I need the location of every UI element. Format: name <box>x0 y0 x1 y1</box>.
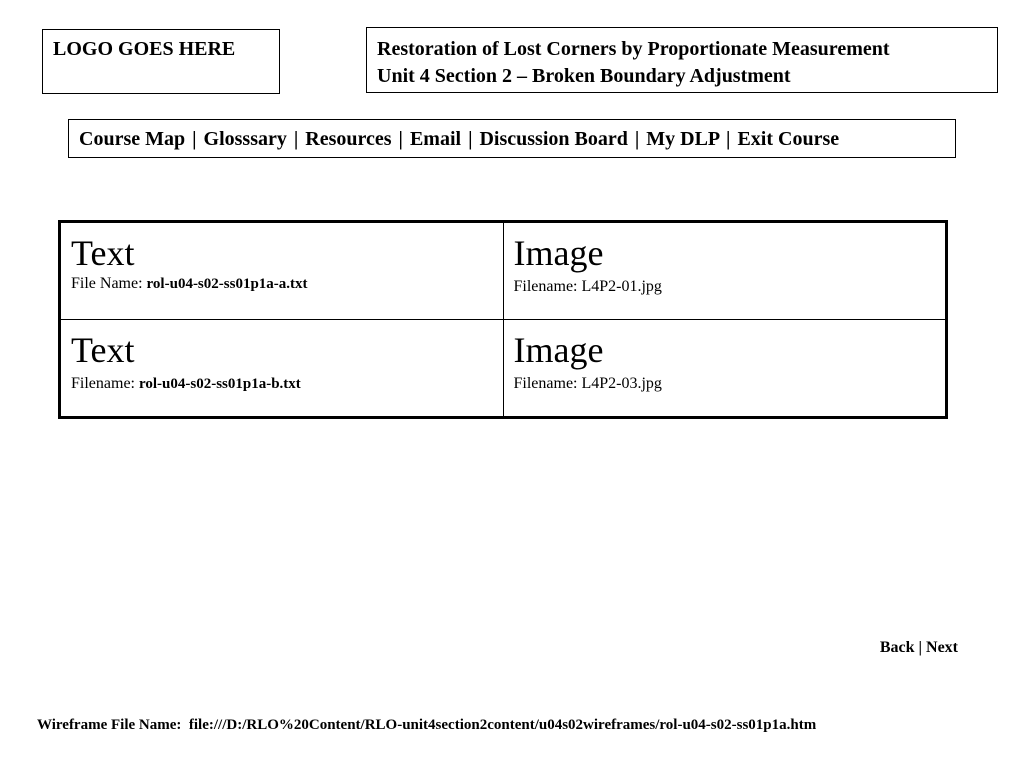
text-cell <box>60 222 504 320</box>
cell-heading: Text <box>71 330 135 370</box>
content-layout-table <box>58 220 948 419</box>
back-link[interactable]: Back <box>879 639 915 656</box>
filename-value: L4P2-01.jpg <box>581 278 662 295</box>
nav-separator: | <box>634 128 640 150</box>
filename-value: rol-u04-s02-ss01p1a-a.txt <box>146 276 308 292</box>
filename-label: File Name: <box>71 275 143 292</box>
filename-value: rol-u04-s02-ss01p1a-b.txt <box>138 376 301 392</box>
cell-filename <box>514 277 936 297</box>
nav-email[interactable]: Email <box>409 128 462 150</box>
cell-heading: Image <box>513 330 604 370</box>
cell-filename <box>71 274 493 294</box>
section-title: Unit 4 Section 2 – Broken Boundary Adjustment <box>377 65 791 87</box>
nav-discussion-board[interactable]: Discussion Board <box>479 128 628 150</box>
nav-separator: | <box>468 128 473 150</box>
nav-separator: | <box>192 128 197 150</box>
pager-separator: | <box>918 639 923 656</box>
nav-separator: | <box>726 128 731 150</box>
filename-label: Filename: <box>513 278 578 295</box>
wireframe-filename <box>37 715 816 735</box>
logo-text: LOGO GOES HERE <box>53 38 236 60</box>
pager <box>880 638 958 658</box>
nav-my-dlp[interactable]: My DLP <box>646 128 720 150</box>
course-title-box <box>366 27 998 93</box>
wireframe-path: file:///D:/RLO%20Content/RLO-unit4section2content/u04s02wireframes/rol-u04-s02-ss01p1a.htm <box>188 717 817 733</box>
cell-filename <box>71 374 493 394</box>
image-cell <box>503 222 947 320</box>
nav-separator: | <box>398 128 403 150</box>
table-row <box>60 222 947 320</box>
filename-label: Filename: <box>71 375 135 392</box>
cell-filename <box>514 374 936 394</box>
nav-exit-course[interactable]: Exit Course <box>737 128 840 150</box>
cell-heading: Text <box>71 233 135 273</box>
course-title: Restoration of Lost Corners by Proportionate Measurement <box>377 38 890 60</box>
nav-glossary[interactable]: Glosssary <box>203 128 287 150</box>
next-link[interactable]: Next <box>926 639 958 656</box>
logo-placeholder <box>42 29 280 94</box>
nav-separator: | <box>293 128 299 150</box>
filename-value: L4P2-03.jpg <box>581 375 662 392</box>
filename-label: Filename: <box>513 375 578 392</box>
table-row <box>60 320 947 418</box>
nav-course-map[interactable]: Course Map <box>79 128 186 150</box>
nav-resources[interactable]: Resources <box>305 128 392 150</box>
course-nav-bar <box>68 119 956 158</box>
wireframe-label: Wireframe File Name: <box>37 717 182 733</box>
image-cell <box>503 320 947 418</box>
cell-heading: Image <box>513 233 604 273</box>
text-cell <box>60 320 504 418</box>
